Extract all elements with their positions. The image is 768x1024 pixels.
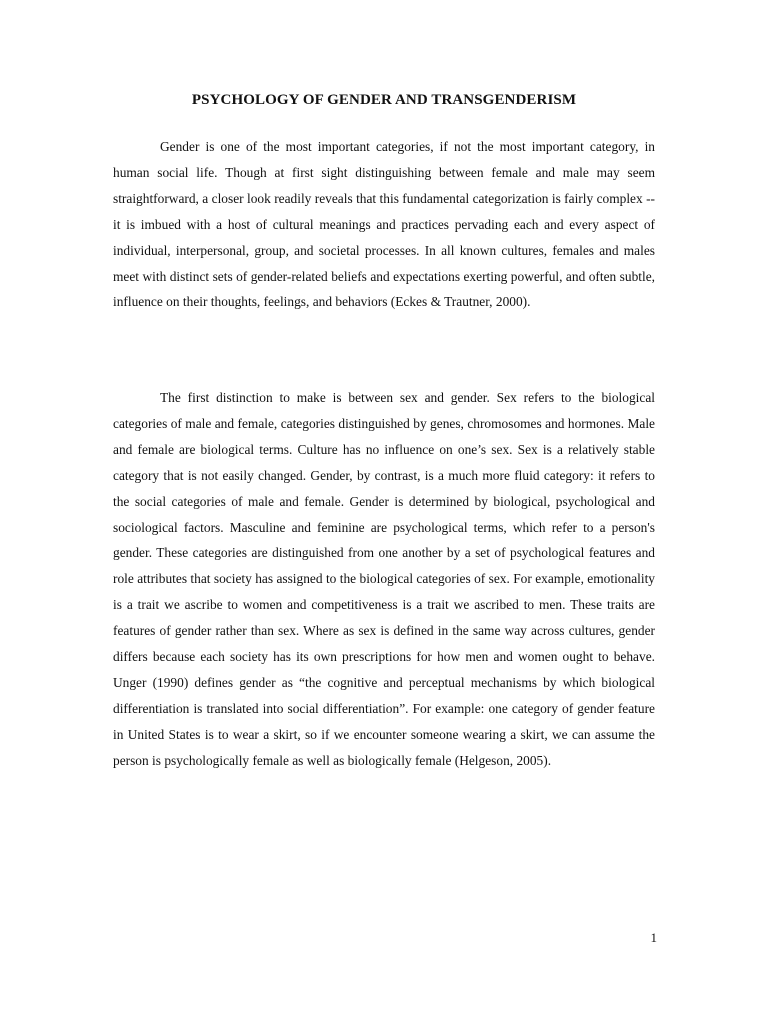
body-paragraph-2: The first distinction to make is between sex and gender. Sex refers to the biological categories of male and female, categories distinguished by genes, chromosomes and hormones. Male and female are biological terms. Culture has no influence on one’s sex. Sex is a relatively stable category that is not easily changed. Gender, by contrast, is a much more fluid category: it refers to the social categories of male and female. Gender is determined by biological, psychological and sociological factors. Masculine and feminine are psychological terms, which refer to a person's gender. These categories are distinguished from one another by a set of psychological features and role attributes that society has assigned to the biological categories of sex. For example, emotionality is a trait we ascribe to women and competitiveness is a trait we ascribed to men. These traits are features of gender rather than sex. Where as sex is defined in the same way across cultures, gender differs because each society has its own prescriptions for how men and women ought to behave. Unger (1990) defines gender as “the cognitive and perceptual mechanisms by which biological differentiation is translated into social differentiation”. For example: one category of gender feature in United States is to wear a skirt, so if we encounter someone wearing a skirt, we can assume the person is psychologically female as well as biologically female (Helgeson, 2005). — [113, 390, 655, 768]
document-title: PSYCHOLOGY OF GENDER AND TRANSGENDERISM — [191, 92, 577, 108]
body-paragraph-1: Gender is one of the most important categories, if not the most important category, in human social life. Though at first sight distinguishing between female and male may seem straightforward, a closer look readily reveals that this fundamental categorization is fairly complex -- it is imbued with a host of cultural meanings and practices pervading each and every aspect of individual, interpersonal, group, and societal processes. In all known cultures, females and males meet with distinct sets of gender-related beliefs and expectations exerting powerful, and often subtle, influence on their thoughts, feelings, and behaviors (Eckes & Trautner, 2000). — [113, 139, 655, 310]
page-number: 1 — [650, 930, 657, 945]
